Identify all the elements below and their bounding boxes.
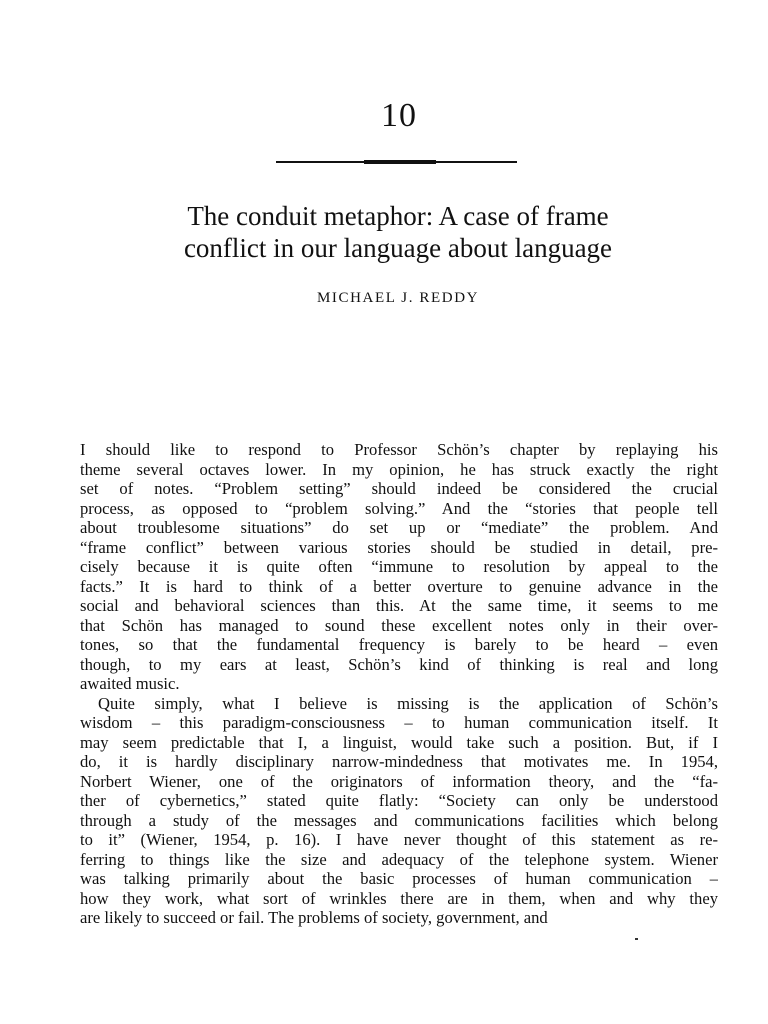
chapter-number: 10 [381,97,417,134]
text-line: how they work, what sort of wrinkles there are in them, when and why they [80,888,718,908]
text-line: ferring to things like the size and adequacy of the telephone system. Wiener [80,849,718,869]
body-paragraph [80,694,718,928]
chapter-divider-rule [276,161,517,163]
text-line: to it” (Wiener, 1954, p. 16). I have never thought of this statement as re- [80,830,718,849]
text-line: tones, so that the fundamental frequency is barely to be heard – even [80,635,718,654]
text-line: ther of cybernetics,” stated quite flatly: “Society can only be understood [80,791,718,810]
text-line: social and behavioral sciences than this. At the same time, it seems to me [80,596,718,615]
body-paragraph [80,440,718,694]
text-line: may seem predictable that I, a linguist, would take such a position. But, if I [80,732,718,752]
text-line: Quite simply, what I believe is missing is the application of Schön’s [98,693,718,713]
text-line: do, it is hardly disciplinary narrow-mindedness that motivates me. In 1954, [80,752,718,771]
scan-speck [635,938,638,940]
text-line: was talking primarily about the basic processes of human communication – [80,869,718,888]
chapter-title-line: conflict in our language about language [183,233,613,263]
text-line: facts.” It is hard to think of a better overture to genuine advance in the [80,576,718,596]
body-text [80,440,718,928]
text-line: awaited music. [80,674,180,693]
text-line: I should like to respond to Professor Schön’s chapter by replaying his [80,440,718,459]
text-line: about troublesome situations” do set up or “mediate” the problem. And [80,518,718,537]
text-line: process, as opposed to “problem solving.” And the “stories that people tell [80,498,718,518]
text-line: are likely to succeed or fail. The problems of society, government, and [80,908,548,927]
chapter-title-line: The conduit metaphor: A case of frame [187,201,609,231]
text-line: “frame conflict” between various stories should be studied in detail, pre- [80,537,718,557]
text-line: through a study of the messages and communications facilities which belong [80,810,718,830]
author-name: MICHAEL J. REDDY [316,290,480,306]
text-line: though, to my ears at least, Schön’s kind of thinking is real and long [80,654,718,674]
text-line: set of notes. “Problem setting” should indeed be considered the crucial [80,479,718,498]
text-line: Norbert Wiener, one of the originators of information theory, and the “fa- [80,771,718,791]
chapter-title [60,200,736,264]
text-line: cisely because it is quite often “immune to resolution by appeal to the [80,557,718,576]
text-line: theme several octaves lower. In my opinion, he has struck exactly the right [80,459,718,479]
text-line: that Schön has managed to sound these excellent notes only in their over- [80,615,718,635]
text-line: wisdom – this paradigm-consciousness – to human communication itself. It [80,713,718,732]
